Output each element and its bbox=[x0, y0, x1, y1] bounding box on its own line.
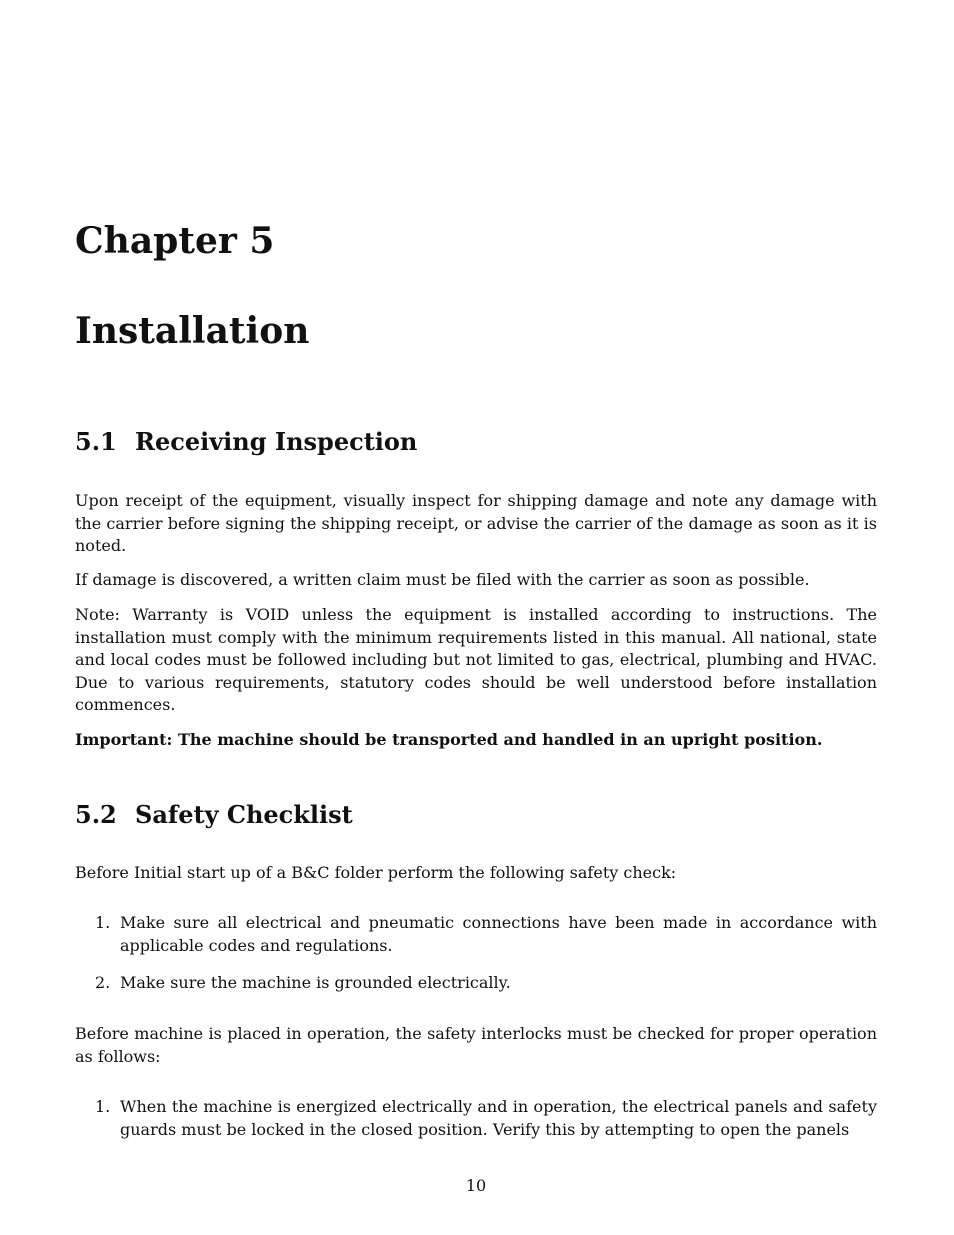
section-title: Receiving Inspection bbox=[135, 427, 418, 456]
paragraph-receipt-inspection: Upon receipt of the equipment, visually inspect for shipping damage and note any damage with the carrier before signing the shipping receipt, or advise the carrier of the damage as soon as it is noted. bbox=[75, 491, 877, 556]
list-marker: 1. bbox=[95, 913, 111, 932]
section-heading-safety-checklist bbox=[75, 800, 877, 830]
list-item bbox=[75, 972, 877, 995]
section-heading-receiving-inspection bbox=[75, 427, 877, 457]
list-marker: 1. bbox=[95, 1097, 111, 1116]
paragraph-safety-check-intro: Before Initial start up of a B&C folder perform the following safety check: bbox=[75, 863, 677, 882]
section-number: 5.2 bbox=[75, 800, 117, 829]
chapter-label: Chapter 5 bbox=[75, 220, 275, 262]
safety-checklist-list bbox=[75, 912, 877, 995]
interlock-checklist-list bbox=[75, 1096, 877, 1141]
paragraph-warranty-note: Note: Warranty is VOID unless the equipment is installed according to instructions. The installation must comply with the minimum requirements listed in this manual. All national, state and local codes must be followed including but not limited to gas, electrical, plumbing and HVAC. Due to various requirements, statutory codes should be well understood before installation commences. bbox=[75, 605, 877, 715]
list-item-text: Make sure the machine is grounded electrically. bbox=[120, 973, 511, 993]
list-item bbox=[75, 912, 877, 957]
paragraph-damage-claim: If damage is discovered, a written claim must be filed with the carrier as soon as possible. bbox=[75, 570, 810, 589]
list-marker: 2. bbox=[95, 973, 111, 993]
page-number: 10 bbox=[465, 1176, 487, 1195]
list-item-text: When the machine is energized electrically and in operation, the electrical panels and safety guards must be locked in the closed position. Verify this by attempting to open the panels bbox=[120, 1097, 877, 1139]
paragraph-important-upright: Important: The machine should be transported and handled in an upright position. bbox=[75, 730, 823, 749]
section-title: Safety Checklist bbox=[135, 800, 353, 829]
section-number: 5.1 bbox=[75, 427, 117, 456]
list-item-text: Make sure all electrical and pneumatic connections have been made in accordance with applicable codes and regulations. bbox=[120, 913, 877, 955]
document-page bbox=[75, 0, 877, 1235]
list-item bbox=[75, 1096, 877, 1141]
chapter-title: Installation bbox=[75, 310, 310, 352]
paragraph-interlock-intro: Before machine is placed in operation, the safety interlocks must be checked for proper operation as follows: bbox=[75, 1024, 877, 1066]
